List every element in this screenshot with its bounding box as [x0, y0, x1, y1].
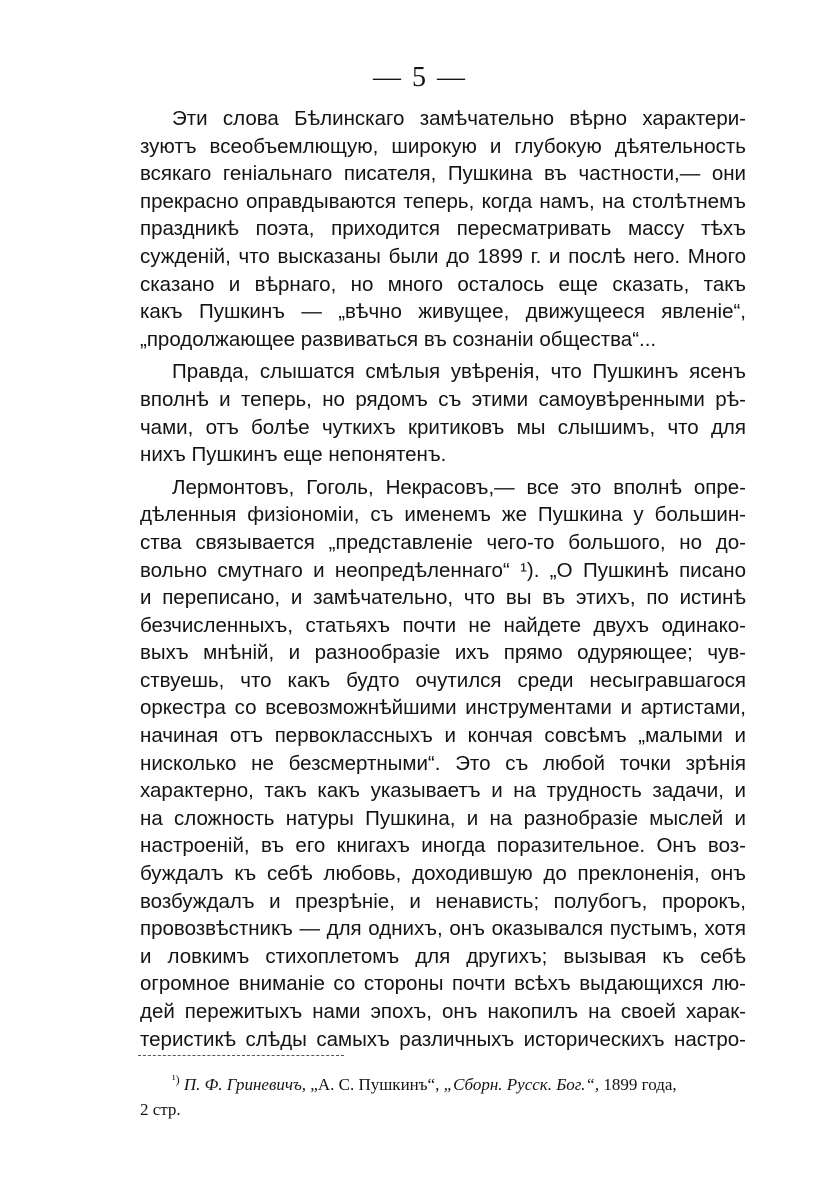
- text-line: чами, отъ болѣе чуткихъ критиковъ мы слышимъ, что для: [140, 415, 746, 439]
- footnote-divider: [138, 1055, 344, 1056]
- text-line: Правда, слышатся смѣлыя увѣренія, что Пушкинъ ясенъ: [172, 360, 746, 384]
- text-line: ства связывается „представленіе чего-то большого, но до-: [140, 530, 746, 554]
- text-line: и переписано, и замѣчательно, что вы въ этихъ, по истинѣ: [140, 586, 746, 610]
- text-line: вполнѣ и теперь, но рядомъ съ этими самоувѣренными рѣ-: [140, 387, 746, 411]
- footnote-line: [140, 1072, 746, 1097]
- text-line: безчисленныхъ, статьяхъ почти не найдете двухъ одинако-: [140, 613, 746, 637]
- text-line: Эти слова Бѣлинскаго замѣчательно вѣрно характери-: [172, 107, 746, 130]
- text-line: характерно, такъ какъ указываетъ и на трудность задачи, и: [140, 779, 746, 803]
- text-line: дей пережитыхъ нами эпохъ, онъ накопилъ на своей харак-: [140, 1000, 746, 1023]
- page-number: — 5 —: [373, 62, 467, 93]
- text-line: и ловкимъ стихоплетомъ для другихъ; вызывая къ себѣ: [140, 944, 746, 968]
- text-line: на сложность натуры Пушкина, и на разнобразіе мыслей и: [140, 806, 746, 830]
- text-line: сужденій, что высказаны были до 1899 г. и послѣ него. Много: [140, 244, 746, 268]
- footnote-pages: 2 стр.: [140, 1100, 181, 1119]
- text-line: выхъ мнѣній, и разнообразіе ихъ прямо одуряющее; чув-: [140, 641, 746, 665]
- paragraph: [140, 358, 746, 468]
- footnote-author: П. Ф. Гриневичъ,: [183, 1075, 307, 1094]
- text-line: ствуешь, что какъ будто очутился среди несыгравшагося: [140, 668, 746, 692]
- footnote-source: „Сборн. Русск. Бог.“,: [443, 1075, 600, 1094]
- paragraph: [140, 105, 746, 353]
- body-text: [140, 105, 746, 1058]
- text-line: настроеній, въ его книгахъ иногда поразительное. Онъ воз-: [140, 834, 746, 858]
- footnote-title: „А. С. Пушкинъ“,: [310, 1075, 440, 1094]
- footnote-year: 1899 года,: [603, 1075, 677, 1094]
- text-line: огромное вниманіе со стороны почти всѣхъ выдающихся лю-: [140, 972, 746, 996]
- text-line: зуютъ всеобъемлющую, широкую и глубокую дѣятельность: [140, 134, 746, 158]
- text-line: праздникѣ поэта, приходится пересматривать массу тѣхъ: [140, 217, 746, 241]
- text-line: теристикѣ слѣды самыхъ различныхъ историческихъ настро-: [140, 1027, 746, 1051]
- text-line: вольно смутнаго и неопредѣленнаго“ ¹). „О Пушкинѣ писано: [140, 558, 746, 582]
- text-line: провозвѣстникъ — для однихъ, онъ оказывался пустымъ, хотя: [140, 917, 746, 941]
- footnote: [140, 1072, 746, 1122]
- text-line: сказано и вѣрнаго, но много осталось еще сказать, такъ: [140, 272, 746, 296]
- footnote-line: [140, 1097, 746, 1122]
- text-line: возбуждалъ и презрѣніе, и ненависть; полубогъ, пророкъ,: [140, 889, 746, 913]
- text-line: всякаго геніальнаго писателя, Пушкина въ частности,— они: [140, 162, 746, 186]
- footnote-marker: ¹): [172, 1072, 180, 1087]
- text-line: нисколько не безсмертными“. Это съ любой точки зрѣнія: [140, 751, 746, 775]
- paragraph: [140, 474, 746, 1053]
- text-line: нихъ Пушкинъ еще непонятенъ.: [140, 443, 447, 467]
- text-line: „продолжающее развиваться въ сознаніи общества“...: [140, 327, 657, 351]
- text-line: прекрасно оправдываются теперь, когда намъ, на столѣтнемъ: [140, 189, 746, 213]
- text-line: Лермонтовъ, Гоголь, Некрасовъ,— все это вполнѣ опре-: [172, 475, 746, 499]
- text-line: оркестра со всевозможнѣйшими инструментами и артистами,: [140, 696, 746, 720]
- text-line: буждалъ къ себѣ любовь, доходившую до преклоненія, онъ: [140, 862, 746, 886]
- text-line: дѣленныя физіономіи, съ именемъ же Пушкина у большин-: [140, 503, 746, 527]
- text-line: какъ Пушкинъ — „вѣчно живущее, движущееся явленіе“,: [140, 300, 746, 324]
- text-line: начиная отъ первоклассныхъ и кончая совсѣмъ „малыми и: [140, 724, 746, 748]
